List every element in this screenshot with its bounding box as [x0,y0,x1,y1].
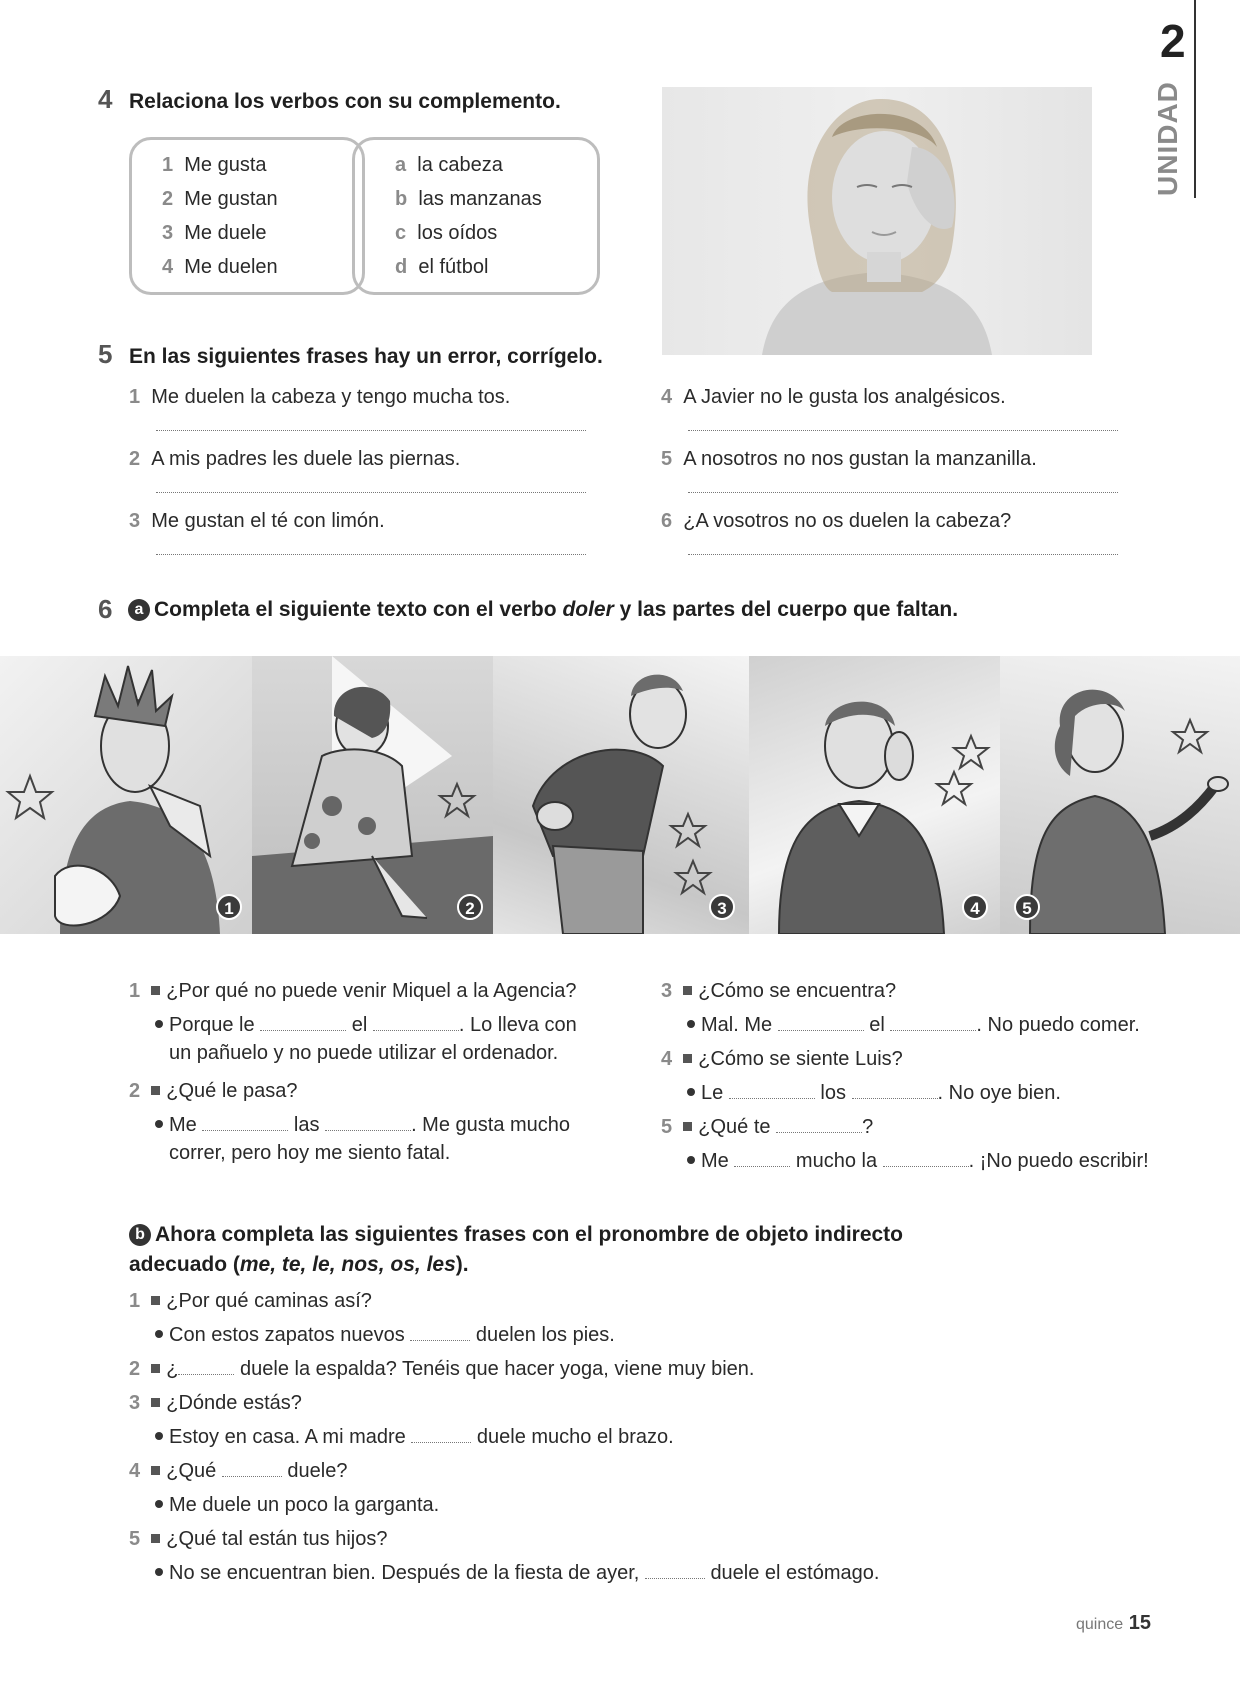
ex4-left-item: 1 Me gusta [162,154,267,176]
ex5-title: En las siguientes frases hay un error, corrígelo. [129,345,603,368]
illustration-3 [493,656,749,934]
part-a-icon: a [128,599,150,621]
dialog-answer: Me mucho la . ¡No puedo escribir! [687,1150,1149,1173]
fill-blank[interactable] [202,1117,288,1131]
ex5-answer-line[interactable] [688,554,1118,555]
ex4-right-item: a la cabeza [395,154,503,176]
unit-label: UNIDAD [1152,81,1183,196]
illustration-2 [252,656,493,934]
ex5-item: 1 Me duelen la cabeza y tengo mucha tos. [129,386,511,408]
unit-number: 2 [1160,15,1186,67]
ex4-right-item: c los oídos [395,222,498,244]
illustration-badge: 2 [457,894,483,920]
fill-blank[interactable] [729,1085,815,1099]
ex6b-question: 5 ¿Qué tal están tus hijos? [129,1528,388,1550]
ex6b-question: 2 ¿ duele la espalda? Tenéis que hacer yoga, viene muy bien. [129,1358,755,1380]
ex4-left-item: 2 Me gustan [162,188,278,210]
dialog-answer-cont: un pañuelo y no puede utilizar el ordenador. [169,1042,559,1064]
ex5-answer-line[interactable] [688,492,1118,493]
dialog-answer-cont: correr, pero hoy me siento fatal. [169,1142,451,1164]
ex5-answer-line[interactable] [156,430,586,431]
dialog-answer: Mal. Me el . No puedo comer. [687,1014,1140,1037]
dialog-answer: Porque le el . Lo lleva con [155,1014,577,1037]
page-number: 15 [1128,1612,1151,1634]
page-word: quince [1076,1616,1124,1633]
fill-blank[interactable] [883,1153,969,1167]
fill-blank[interactable] [645,1565,705,1579]
illustration-4 [749,656,1000,934]
ex4-left-item: 4 Me duelen [162,256,278,278]
fill-blank[interactable] [222,1463,282,1477]
dialog-question: 4 ¿Cómo se siente Luis? [661,1048,903,1070]
illustration-badge: 5 [1014,894,1040,920]
dialog-question: 3 ¿Cómo se encuentra? [661,980,897,1002]
illustration-badge: 3 [709,894,735,920]
fill-blank[interactable] [890,1017,976,1031]
ex4-right-item: d el fútbol [395,256,489,278]
fill-blank[interactable] [778,1017,864,1031]
fill-blank[interactable] [325,1117,411,1131]
ex6b-title: b Ahora completa las siguientes frases con el pronombre de objeto indirecto adecuado (me, te, le, nos, os, les). [129,1223,904,1276]
ex6a-title: a Completa el siguiente texto con el verbo doler y las partes del cuerpo que faltan. [128,598,958,622]
ex5-item: 2 A mis padres les duele las piernas. [129,448,461,470]
dialog-answer: Le los . No oye bien. [687,1082,1061,1105]
ex5-number: 5 [98,339,113,369]
ex4-number: 4 [98,84,113,114]
illustration-5 [1000,656,1240,934]
ex6b-answer: Me duele un poco la garganta. [155,1494,439,1517]
dialog-answer: Me las . Me gusta mucho [155,1114,570,1137]
fill-blank[interactable] [734,1153,790,1167]
ex5-item: 4 A Javier no le gusta los analgésicos. [661,386,1006,408]
ex6-number: 6 [98,594,113,624]
fill-blank[interactable] [852,1085,938,1099]
headache-photo [662,87,1092,355]
illustration-badge: 1 [216,894,242,920]
illustration-badge: 4 [962,894,988,920]
ex5-item: 5 A nosotros no nos gustan la manzanilla. [661,448,1037,470]
ex5-item: 3 Me gustan el té con limón. [129,510,385,532]
ex6b-answer: Estoy en casa. A mi madre duele mucho el brazo. [155,1426,674,1449]
fill-blank[interactable] [776,1119,862,1133]
ex6b-question: 1 ¿Por qué caminas así? [129,1290,372,1312]
ex5-answer-line[interactable] [688,430,1118,431]
ex4-left-item: 3 Me duele [162,222,267,244]
fill-blank[interactable] [411,1429,471,1443]
fill-blank[interactable] [260,1017,346,1031]
dialog-question: 1 ¿Por qué no puede venir Miquel a la Agencia? [129,980,577,1002]
ex6b-question: 3 ¿Dónde estás? [129,1392,302,1414]
page-footer [1076,1612,1151,1635]
unit-divider [1194,0,1196,198]
dialog-question: 2 ¿Qué le pasa? [129,1080,298,1102]
ex5-answer-line[interactable] [156,492,586,493]
fill-blank[interactable] [178,1361,234,1375]
ex4-right-item: b las manzanas [395,188,542,210]
ex4-title: Relaciona los verbos con su complemento. [129,90,561,113]
fill-blank[interactable] [373,1017,459,1031]
ex5-answer-line[interactable] [156,554,586,555]
ex6b-answer: Con estos zapatos nuevos duelen los pies. [155,1324,615,1347]
ex6b-answer: No se encuentran bien. Después de la fiesta de ayer, duele el estómago. [155,1562,879,1585]
ex6b-question: 4 ¿Qué duele? [129,1460,348,1482]
illustration-1 [0,656,252,934]
fill-blank[interactable] [410,1327,470,1341]
part-b-icon: b [129,1224,151,1246]
ex5-item: 6 ¿A vosotros no os duelen la cabeza? [661,510,1012,532]
dialog-question: 5 ¿Qué te ? [661,1116,874,1138]
